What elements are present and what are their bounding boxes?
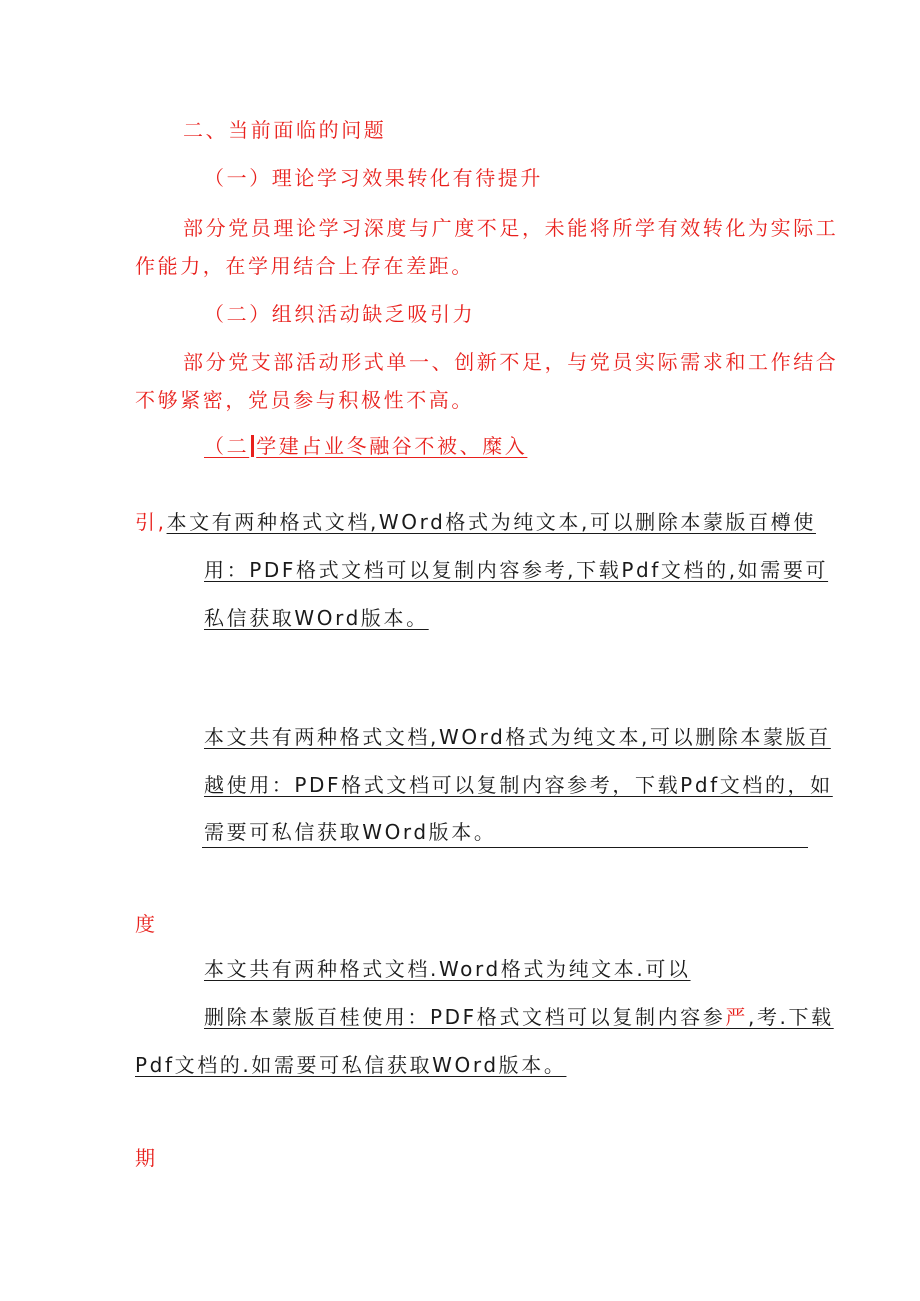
notice-1-line-1	[135, 508, 816, 536]
notice-3-red-char: 严	[725, 1005, 748, 1029]
paragraph-2-line-1: 部分党支部活动形式单一、创新不足，与党员实际需求和工作结合	[183, 350, 839, 374]
notice-1-red-prefix: 引,	[135, 510, 167, 534]
fragment-qi: 期	[135, 1146, 158, 1170]
notice-1-line-2: 用：PDF格式文档可以复制内容参考,下载Pdf文档的,如需要可	[204, 558, 829, 582]
notice-2-line-2: 越使用：PDF格式文档可以复制内容参考，下载Pdf文档的，如	[204, 773, 833, 797]
notice-2-line-3: 需要可私信获取WOrd版本。	[204, 820, 497, 844]
subheading-3	[204, 432, 527, 460]
paragraph-1-line-1: 部分党员理论学习深度与广度不足，未能将所学有效转化为实际工	[183, 216, 839, 240]
notice-1-line-1-text: 本文有两种格式文档,WOrd格式为纯文本,可以删除本蒙版百樽使	[166, 510, 816, 534]
text-cursor-mark	[251, 435, 254, 457]
subheading-2: （二）组织活动缺乏吸引力	[204, 302, 476, 326]
paragraph-2-line-2: 不够紧密，党员参与积极性不高。	[135, 388, 474, 412]
notice-3-line-3: Pdf文档的.如需要可私信获取WOrd版本。	[135, 1053, 567, 1077]
notice-2-rule	[202, 847, 808, 848]
paragraph-1-line-2: 作能力，在学用结合上存在差距。	[135, 254, 474, 278]
notice-2-line-1: 本文共有两种格式文档,WOrd格式为纯文本,可以删除本蒙版百	[204, 725, 831, 749]
notice-3-line-2a: 删除本蒙版百桂使用：PDF格式文档可以复制内容参	[204, 1005, 726, 1029]
notice-3-line-2b: ,考.下载	[747, 1005, 834, 1029]
subheading-1: （一）理论学习效果转化有待提升	[204, 166, 543, 190]
fragment-du: 度	[135, 912, 158, 936]
notice-3-line-2	[204, 1003, 834, 1031]
section-heading: 二、当前面临的问题	[183, 118, 387, 142]
notice-3-line-1: 本文共有两种格式文档.Word格式为纯文本.可以	[204, 957, 691, 981]
subheading-3-prefix: （二	[204, 434, 250, 458]
subheading-3-text: 学建占业冬融谷不被、糜入	[256, 434, 528, 458]
notice-1-line-3: 私信获取WOrd版本。	[204, 606, 429, 630]
